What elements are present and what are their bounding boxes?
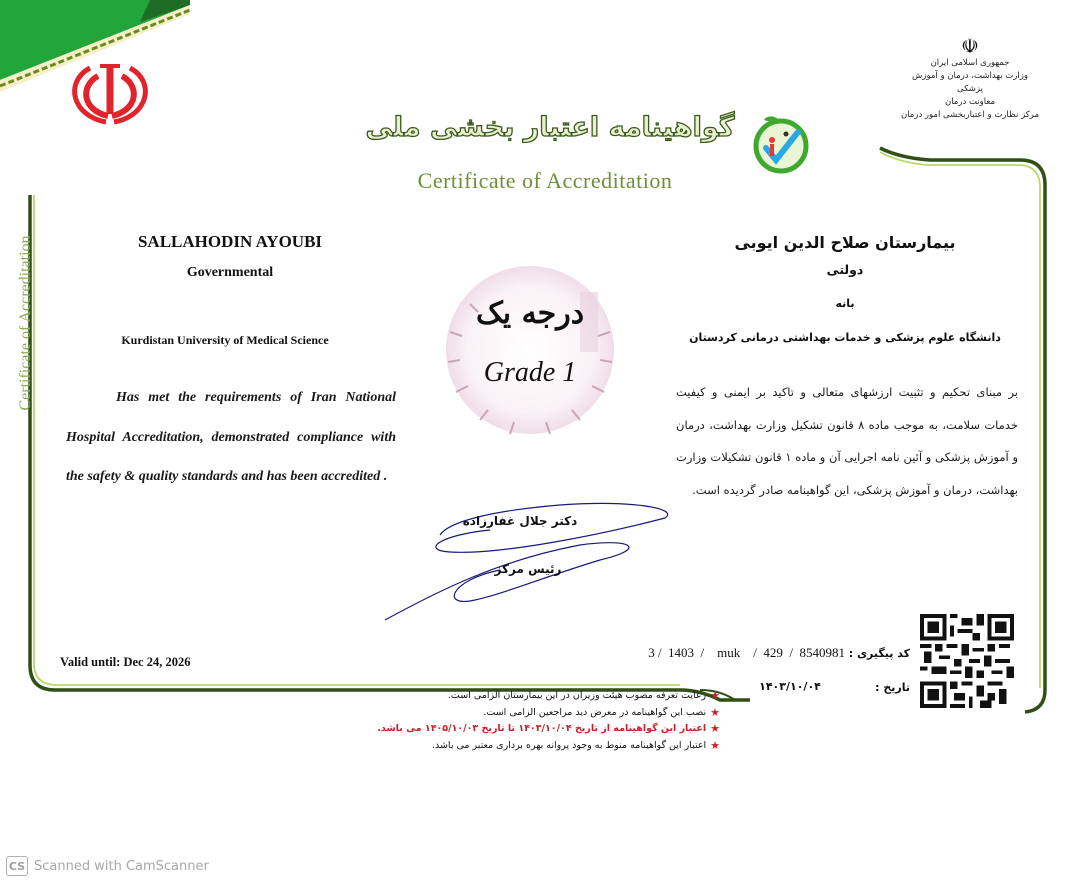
hospital-type-english: Governmental bbox=[186, 265, 274, 280]
statement-text: Has met the requirements of Iran National Hospital Accreditation, demonstrated compliance with the safety & quality standards and has been accredited . bbox=[66, 390, 396, 484]
qr-code[interactable] bbox=[920, 614, 1014, 708]
star-icon: ★ bbox=[710, 738, 720, 752]
note-text-validity: اعتبار این گواهینامه از تاریخ ۱۴۰۳/۱۰/۰۴ تا تاریخ ۱۴۰۵/۱۰/۰۳ می باشد. bbox=[377, 723, 707, 734]
grade-persian: درجه یک bbox=[475, 296, 585, 331]
side-watermark-text: Certificate of Accreditation bbox=[17, 234, 34, 411]
title-persian: گواهینامه اعتبار بخشی ملی bbox=[365, 112, 735, 143]
iran-emblem-icon: ☫ bbox=[961, 34, 979, 58]
star-icon: ★ bbox=[710, 722, 720, 735]
grade-english: Grade 1 bbox=[483, 357, 577, 388]
ministry-line: وزارت بهداشت، درمان و آموزش پزشکی bbox=[912, 71, 1028, 94]
tracking-code-value: 3 / 1403 / muk / 429 / 8540981 bbox=[648, 645, 845, 660]
note-text: اعتبار این گواهینامه منوط به وجود پروانه بهره برداری معتبر می باشد. bbox=[431, 739, 707, 751]
university-english: Kurdistan University of Medical Science bbox=[121, 333, 329, 347]
certificate-statement-english bbox=[66, 378, 396, 497]
note-text: نصب این گواهینامه در معرض دید مراجعین الزامی است. bbox=[483, 706, 707, 718]
note-item bbox=[350, 705, 720, 722]
signatory-name: دکتر جلال غفارزاده bbox=[462, 514, 578, 528]
grade-seal bbox=[430, 252, 630, 442]
star-icon: ★ bbox=[710, 689, 720, 702]
title-english: Certificate of Accreditation bbox=[417, 168, 673, 193]
camscanner-watermark bbox=[6, 856, 209, 876]
ministry-line: معاونت درمان bbox=[944, 97, 996, 107]
star-icon: ★ bbox=[710, 705, 720, 719]
signatory-role: رئیس مرکز bbox=[494, 562, 562, 576]
side-watermark bbox=[14, 200, 38, 445]
ministry-line: جمهوری اسلامی ایران bbox=[930, 58, 1010, 68]
hospital-name-english: SALLAHODIN AYOUBI bbox=[137, 232, 323, 251]
university-persian: دانشگاه علوم پزشکی و خدمات بهداشتی درمانی کردستان bbox=[689, 331, 1001, 344]
issue-date-value: ۱۴۰۳/۱۰/۰۴ bbox=[759, 680, 821, 693]
notes-list bbox=[350, 688, 720, 754]
city-persian: بانه bbox=[835, 297, 855, 310]
ministry-line: مرکز نظارت و اعتباربخشی امور درمان bbox=[900, 110, 1040, 120]
note-item bbox=[350, 688, 720, 705]
certificate-statement-persian: بر مبنای تحکیم و تثبیت ارزشهای متعالی و تاکید بر ایمنی و کیفیت خدمات سلامت، به موجب ماده ۸ قانون تشکیل وزارت بهداشت، درمان و آموزش پزشکی و آئین نامه اجرایی آن و ماده ۱ قانون تشکیلات وزارت بهداشت، درمان و آموزش پزشکی، این گواهینامه صادر گردیده است. bbox=[676, 385, 1018, 497]
note-text: رعایت تعرفه مصوب هیئت وزیران در این بیمارستان الزامی است. bbox=[447, 690, 707, 701]
tracking-code-label: کد پیگیری : bbox=[848, 647, 910, 660]
accreditation-logo bbox=[752, 112, 810, 174]
hospital-name-persian: بیمارستان صلاح الدین ایوبی bbox=[734, 233, 956, 252]
note-item bbox=[350, 738, 720, 755]
camscanner-text: Scanned with CamScanner bbox=[34, 858, 209, 874]
camscanner-logo-icon: CS bbox=[6, 856, 28, 876]
valid-until: Valid until: Dec 24, 2026 bbox=[60, 655, 191, 669]
issue-date-label: تاریخ : bbox=[875, 681, 910, 694]
hospital-type-persian: دولتی bbox=[826, 262, 864, 277]
note-item-highlighted bbox=[350, 721, 720, 738]
